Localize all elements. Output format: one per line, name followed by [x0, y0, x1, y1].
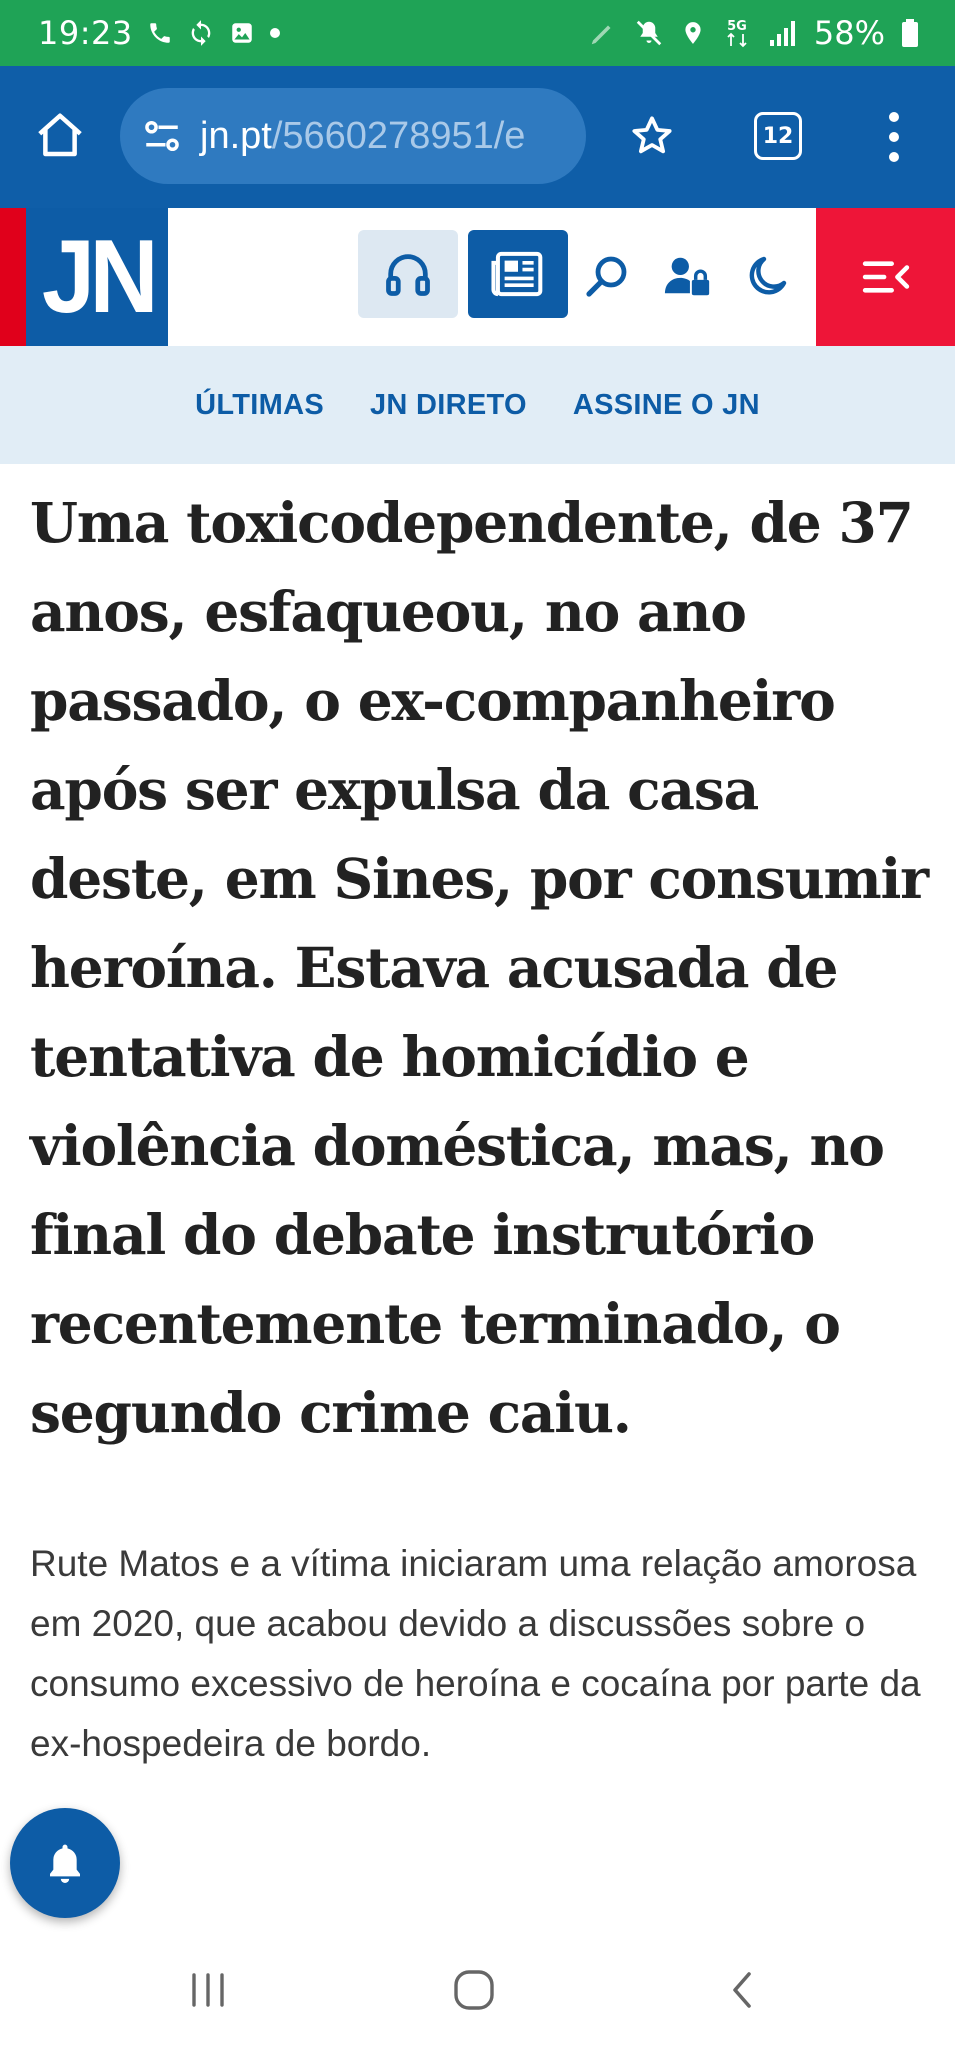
headphones-icon	[382, 248, 434, 300]
side-menu-button[interactable]	[816, 208, 955, 346]
menu-dot	[889, 152, 899, 162]
battery-percent: 58%	[813, 14, 885, 52]
system-back-button[interactable]	[702, 1960, 782, 2020]
location-icon	[680, 18, 706, 48]
dot-icon	[269, 27, 281, 39]
search-icon	[583, 252, 631, 300]
gallery-icon	[229, 20, 255, 46]
address-bar[interactable]	[120, 88, 586, 184]
status-time: 19:23	[38, 14, 133, 52]
account-button[interactable]	[660, 238, 716, 314]
site-header	[0, 208, 955, 346]
signal-icon	[768, 18, 798, 48]
menu-collapse-icon	[861, 258, 911, 296]
phone-icon	[147, 20, 173, 46]
audio-button[interactable]	[358, 230, 458, 318]
tabs-button[interactable]: 12	[754, 112, 802, 160]
sync-icon	[187, 19, 215, 47]
network-5g-icon	[722, 16, 752, 50]
menu-dot	[889, 112, 899, 122]
notifications-button[interactable]	[10, 1808, 120, 1918]
status-bar	[0, 0, 955, 66]
back-chevron-icon	[727, 1968, 757, 2012]
system-navigation-bar	[0, 1932, 955, 2048]
recent-apps-button[interactable]	[168, 1960, 248, 2020]
newspaper-button[interactable]	[468, 230, 568, 318]
user-lock-icon	[663, 252, 713, 300]
url-path: /5660278951/e	[271, 114, 526, 157]
star-icon	[629, 113, 675, 159]
nav-item-ultimas[interactable]: ÚLTIMAS	[195, 388, 324, 421]
moon-icon	[744, 252, 792, 300]
mute-icon	[634, 18, 664, 48]
home-icon	[33, 109, 87, 163]
url-text[interactable]	[200, 115, 525, 158]
browser-toolbar	[0, 66, 955, 208]
home-circle-icon	[451, 1967, 497, 2013]
bell-icon	[45, 1841, 85, 1885]
network-label: 5G	[727, 19, 747, 34]
nav-item-jn-direto[interactable]: JN DIRETO	[369, 388, 527, 421]
system-home-button[interactable]	[434, 1960, 514, 2020]
nav-item-assine-o-jn[interactable]: ASSINE O JN	[572, 388, 760, 421]
battery-icon	[901, 18, 919, 48]
site-settings-icon[interactable]	[138, 112, 186, 160]
pen-icon	[588, 18, 618, 48]
bookmark-button[interactable]	[620, 104, 684, 168]
article-headline: Uma toxicodependente, de 37 anos, esfaqueou, no ano passado, o ex-companheiro após ser expulsa da casa deste, em Sines, por consumir heroína. Estava acusada de tentativa de homicídio e violência doméstica, mas, no final do debate instrutório recentemente terminado, o segundo crime caiu.	[30, 490, 928, 1445]
site-logo[interactable]	[26, 208, 168, 346]
url-host: jn.pt	[200, 114, 272, 157]
section-nav	[0, 346, 955, 464]
article-paragraph: Rute Matos e a vítima iniciaram uma relação amorosa em 2020, que acabou devido a discussões sobre o consumo excessivo de heroína e cocaína por parte da ex-hospedeira de bordo.	[30, 1543, 921, 1764]
logo-text: JN	[41, 218, 153, 335]
browser-home-button[interactable]	[30, 106, 90, 166]
recents-icon	[186, 1971, 230, 2009]
status-left	[38, 0, 281, 66]
dark-mode-button[interactable]	[740, 238, 796, 314]
search-button[interactable]	[580, 238, 634, 314]
newspaper-icon	[489, 248, 547, 300]
menu-dot	[889, 132, 899, 142]
status-right	[588, 0, 919, 66]
logo-red-strip	[0, 208, 26, 346]
browser-menu-button[interactable]	[874, 102, 914, 172]
